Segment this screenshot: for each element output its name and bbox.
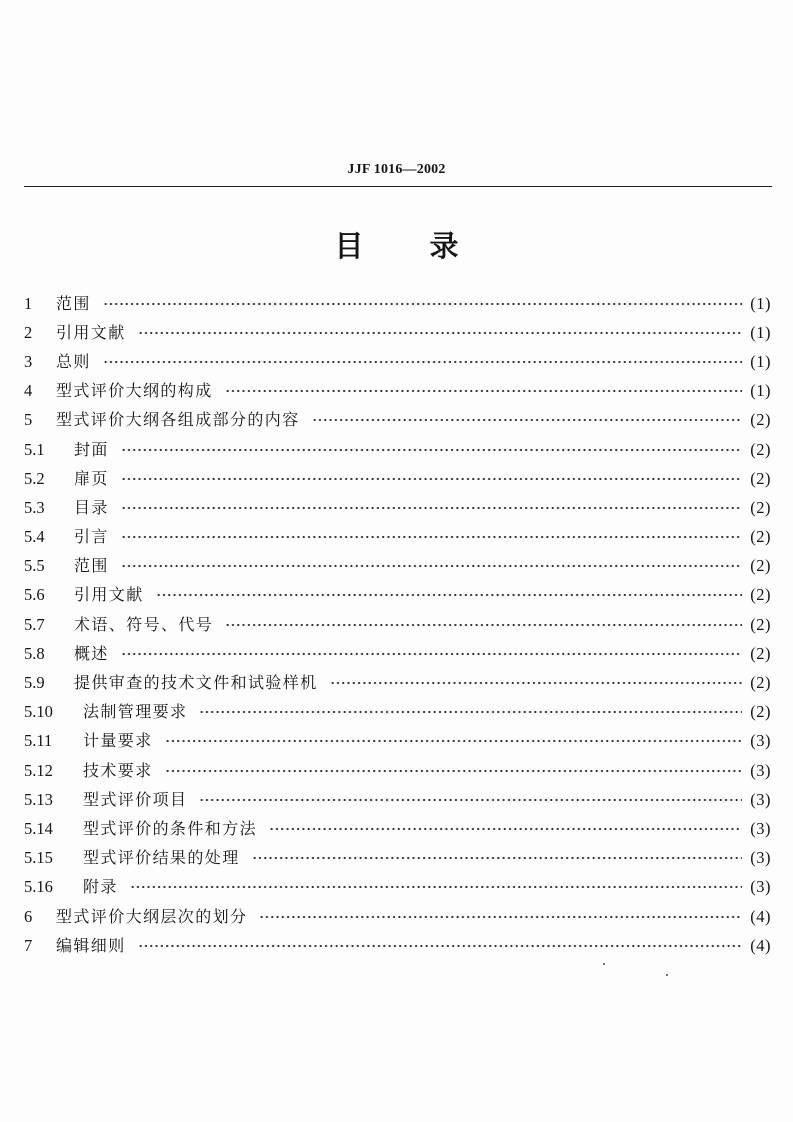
entry-label: 型式评价结果的处理 [83,848,240,868]
entry-label: 法制管理要求 [83,702,188,722]
entry-label: 目录 [74,497,109,517]
dot-leader [121,505,742,511]
entry-page: (1) [750,293,771,313]
entry-page: (2) [750,643,771,663]
entry-number: 5.12 [24,760,53,780]
toc-entry-5-1[interactable] [24,435,771,464]
entry-label: 引用文献 [56,322,126,342]
entry-page: (3) [750,760,771,780]
toc-entry-5-13[interactable] [24,785,771,814]
dot-leader [130,884,742,890]
toc-title [0,226,793,266]
entry-number: 5.16 [24,877,53,897]
toc-entry-3[interactable] [24,347,771,376]
entry-page: (2) [750,468,771,488]
entry-page: (2) [750,439,771,459]
entry-label: 技术要求 [83,760,153,780]
toc-entry-5-16[interactable] [24,873,771,902]
entry-number: 5.15 [24,848,53,868]
toc-entry-5-6[interactable] [24,581,771,610]
toc-entry-5-7[interactable] [24,610,771,639]
entry-number: 5.6 [24,585,45,605]
toc-entry-5-4[interactable] [24,523,771,552]
entry-page: (1) [750,381,771,401]
dot-leader [156,592,743,598]
entry-label: 概述 [74,643,109,663]
dot-leader [121,563,742,569]
entry-label: 型式评价大纲的构成 [56,381,213,401]
dot-leader [312,417,743,423]
dot-leader [199,709,742,715]
entry-number: 5.13 [24,789,53,809]
entry-label: 计量要求 [83,731,153,751]
entry-label: 扉页 [74,468,109,488]
toc-entry-5-11[interactable] [24,727,771,756]
entry-number: 5.11 [24,731,53,751]
toc-entry-5-15[interactable] [24,844,771,873]
toc-entry-1[interactable] [24,289,771,318]
entry-label: 范围 [56,293,91,313]
dot-leader [121,447,742,453]
entry-label: 型式评价项目 [83,789,188,809]
entry-number: 3 [24,351,33,371]
entry-label: 总则 [56,351,91,371]
dot-leader [121,534,742,540]
document-code: JJF 1016—2002 [347,162,446,177]
entry-number: 6 [24,906,33,926]
dot-leader [103,359,742,365]
dot-leader [225,622,742,628]
entry-number: 1 [24,293,33,313]
toc-entry-5-14[interactable] [24,814,771,843]
toc-entry-5-2[interactable] [24,464,771,493]
dot-leader [252,855,743,861]
dot-leader [121,476,742,482]
entry-number: 5.5 [24,556,45,576]
toc-entry-2[interactable] [24,318,771,347]
scan-speck [603,963,605,965]
entry-page: (2) [750,702,771,722]
entry-label: 型式评价大纲各组成部分的内容 [56,410,300,430]
toc-entry-5-10[interactable] [24,698,771,727]
toc-entry-5[interactable] [24,406,771,435]
entry-page: (2) [750,410,771,430]
dot-leader [138,330,743,336]
toc-entry-5-8[interactable] [24,639,771,668]
toc-entry-4[interactable] [24,377,771,406]
entry-page: (2) [750,497,771,517]
entry-number: 5.10 [24,702,53,722]
table-of-contents [24,289,771,960]
entry-number: 2 [24,322,33,342]
entry-label: 提供审查的技术文件和试验样机 [74,673,318,693]
toc-entry-5-5[interactable] [24,552,771,581]
entry-number: 5.9 [24,673,45,693]
entry-number: 4 [24,381,33,401]
toc-title-part2: 录 [429,229,459,263]
entry-label: 封面 [74,439,109,459]
entry-number: 5.1 [24,439,45,459]
entry-number: 5.3 [24,497,45,517]
entry-label: 范围 [74,556,109,576]
entry-number: 5.4 [24,527,45,547]
dot-leader [165,768,743,774]
entry-label: 型式评价大纲层次的划分 [56,906,248,926]
entry-page: (3) [750,789,771,809]
toc-entry-5-3[interactable] [24,493,771,522]
entry-number: 5.14 [24,818,53,838]
entry-page: (3) [750,818,771,838]
dot-leader [138,943,743,949]
header-rule [24,186,772,187]
dot-leader [259,914,742,920]
entry-label: 编辑细则 [56,935,126,955]
dot-leader [165,738,743,744]
entry-page: (2) [750,673,771,693]
dot-leader [330,680,743,686]
entry-page: (3) [750,731,771,751]
dot-leader [199,797,742,803]
entry-page: (2) [750,585,771,605]
entry-page: (2) [750,527,771,547]
entry-page: (2) [750,614,771,634]
entry-label: 引用文献 [74,585,144,605]
entry-number: 5.7 [24,614,45,634]
toc-entry-5-9[interactable] [24,668,771,697]
entry-page: (1) [750,322,771,342]
entry-page: (3) [750,877,771,897]
entry-page: (4) [750,935,771,955]
entry-page: (4) [750,906,771,926]
toc-title-part1: 目 [334,229,364,263]
toc-entry-7[interactable] [24,931,771,960]
dot-leader [121,651,742,657]
entry-page: (1) [750,351,771,371]
toc-entry-6[interactable] [24,902,771,931]
entry-number: 5 [24,410,33,430]
entry-page: (2) [750,556,771,576]
dot-leader [103,301,742,307]
entry-label: 术语、符号、代号 [74,614,214,634]
entry-label: 型式评价的条件和方法 [83,818,258,838]
toc-entry-5-12[interactable] [24,756,771,785]
scan-speck [666,974,668,976]
entry-number: 5.2 [24,468,45,488]
entry-number: 5.8 [24,643,45,663]
entry-number: 7 [24,935,33,955]
entry-label: 引言 [74,527,109,547]
entry-page: (3) [750,848,771,868]
dot-leader [225,388,743,394]
entry-label: 附录 [83,877,118,897]
dot-leader [269,826,742,832]
